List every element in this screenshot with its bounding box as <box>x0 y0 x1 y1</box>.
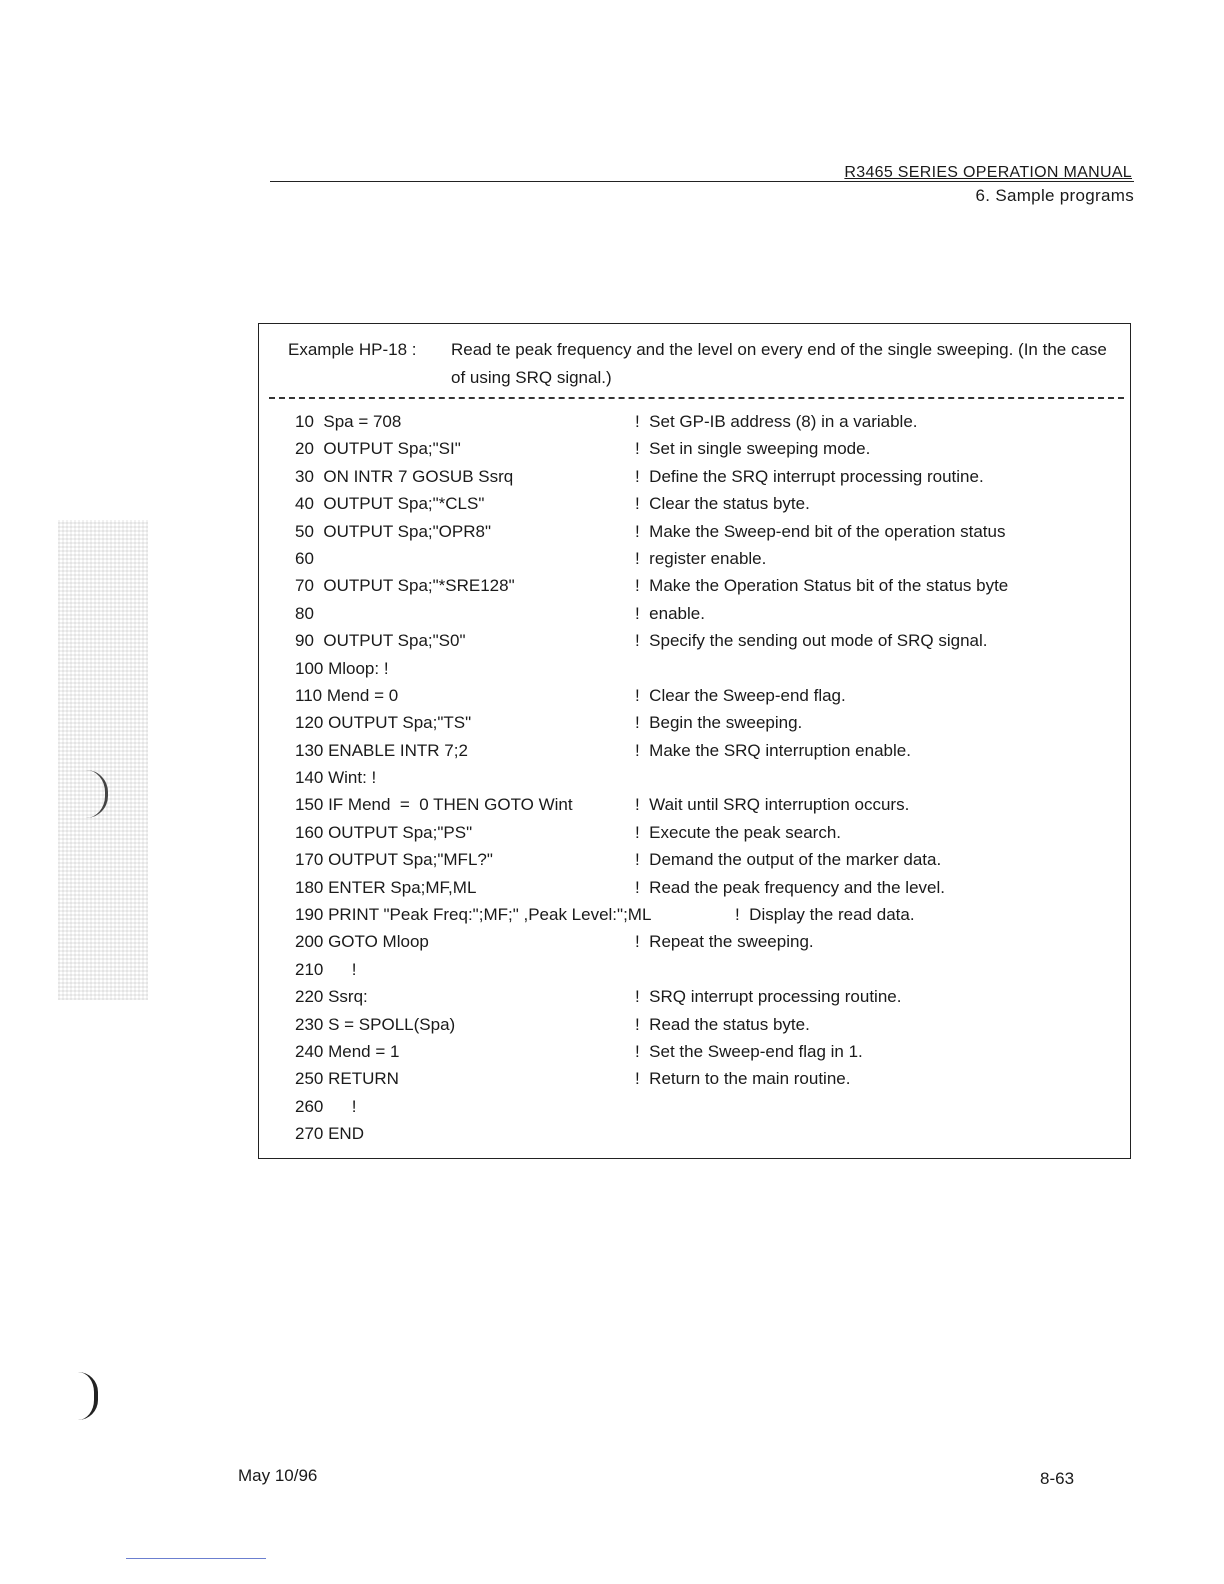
program-statement: 210 ! <box>295 959 357 979</box>
program-line <box>295 987 1095 1014</box>
program-comment: ! Repeat the sweeping. <box>635 932 814 952</box>
program-line <box>295 878 1095 905</box>
program-line <box>295 1124 1095 1151</box>
program-line <box>295 467 1095 494</box>
program-line <box>295 905 1095 932</box>
program-line <box>295 686 1095 713</box>
program-comment: ! Specify the sending out mode of SRQ signal. <box>635 631 988 651</box>
program-statement: 150 IF Mend = 0 THEN GOTO Wint <box>295 795 573 815</box>
program-comment: ! Begin the sweeping. <box>635 713 803 733</box>
program-comment: ! enable. <box>635 603 705 623</box>
program-statement: 180 ENTER Spa;MF,ML <box>295 877 477 897</box>
program-comment: ! Set GP-IB address (8) in a variable. <box>635 412 918 431</box>
footer-date: May 10/96 <box>238 1466 318 1485</box>
program-line <box>295 549 1095 576</box>
program-line <box>295 604 1095 631</box>
program-line <box>295 960 1095 987</box>
program-statement: 50 OUTPUT Spa;"OPR8" <box>295 521 491 541</box>
program-statement: 120 OUTPUT Spa;"TS" <box>295 713 472 733</box>
program-statement: 10 Spa = 708 <box>295 412 402 431</box>
program-comment: ! Set the Sweep-end flag in 1. <box>635 1041 863 1061</box>
bottom-rule <box>126 1558 266 1559</box>
program-statement: 190 PRINT "Peak Freq:";MF;" ,Peak Level:";ML <box>295 905 652 925</box>
program-line <box>295 1042 1095 1069</box>
program-comment: ! Set in single sweeping mode. <box>635 439 871 459</box>
program-statement: 30 ON INTR 7 GOSUB Ssrq <box>295 466 514 486</box>
program-line <box>295 631 1095 658</box>
program-line <box>295 659 1095 686</box>
program-statement: 140 Wint: ! <box>295 768 377 788</box>
scan-artifact <box>58 520 148 1000</box>
program-line <box>295 850 1095 877</box>
program-line <box>295 412 1095 439</box>
program-line <box>295 713 1095 740</box>
binder-hole-mark <box>78 1372 98 1420</box>
program-line <box>295 522 1095 549</box>
program-comment: ! Display the read data. <box>735 905 915 925</box>
program-statement: 260 ! <box>295 1096 357 1116</box>
program-statement: 60 <box>295 548 314 568</box>
program-line <box>295 823 1095 850</box>
program-comment: ! Return to the main routine. <box>635 1069 851 1089</box>
program-comment: ! Clear the Sweep-end flag. <box>635 685 846 705</box>
program-statement: 250 RETURN <box>295 1069 399 1089</box>
program-comment: ! Clear the status byte. <box>635 494 810 514</box>
program-line <box>295 1069 1095 1096</box>
example-label: Example HP-18 : <box>288 340 417 359</box>
program-line <box>295 795 1095 822</box>
program-comment: ! SRQ interrupt processing routine. <box>635 987 902 1007</box>
example-box <box>258 323 1131 1159</box>
program-statement: 230 S = SPOLL(Spa) <box>295 1014 456 1034</box>
program-statement: 240 Mend = 1 <box>295 1041 400 1061</box>
header-rule <box>270 181 1134 182</box>
section-title: 6. Sample programs <box>975 186 1134 205</box>
program-statement: 80 <box>295 603 314 623</box>
program-statement: 90 OUTPUT Spa;"S0" <box>295 631 466 651</box>
program-statement: 100 Mloop: ! <box>295 658 389 678</box>
example-description: Read te peak frequency and the level on every end of the single sweeping. (In the case of using SRQ signal.) <box>451 340 1107 387</box>
program-comment: ! Make the Sweep-end bit of the operation status <box>635 521 1006 541</box>
program-line <box>295 494 1095 521</box>
program-statement: 160 OUTPUT Spa;"PS" <box>295 822 473 842</box>
program-line <box>295 932 1095 959</box>
program-statement: 220 Ssrq: <box>295 987 368 1007</box>
program-comment: ! Demand the output of the marker data. <box>635 850 942 870</box>
program-comment: ! Execute the peak search. <box>635 822 842 842</box>
program-line <box>295 439 1095 466</box>
dashed-divider <box>269 397 1124 399</box>
program-comment: ! Make the Operation Status bit of the status byte <box>635 576 1009 596</box>
program-comment: ! Make the SRQ interruption enable. <box>635 740 911 760</box>
program-line <box>295 768 1095 795</box>
program-statement: 20 OUTPUT Spa;"SI" <box>295 439 461 459</box>
program-line <box>295 1097 1095 1124</box>
program-line <box>295 741 1095 768</box>
program-statement: 130 ENABLE INTR 7;2 <box>295 740 468 760</box>
program-statement: 110 Mend = 0 <box>295 685 399 705</box>
program-line <box>295 1015 1095 1042</box>
program-comment: ! Read the peak frequency and the level. <box>635 877 945 897</box>
program-comment: ! register enable. <box>635 548 767 568</box>
program-statement: 200 GOTO Mloop <box>295 932 429 952</box>
program-statement: 40 OUTPUT Spa;"*CLS" <box>295 494 485 514</box>
program-statement: 70 OUTPUT Spa;"*SRE128" <box>295 576 515 596</box>
manual-title: R3465 SERIES OPERATION MANUAL <box>844 164 1132 181</box>
program-comment: ! Read the status byte. <box>635 1014 810 1034</box>
page-number: 8-63 <box>1040 1469 1075 1488</box>
program-comment: ! Define the SRQ interrupt processing routine. <box>635 466 984 486</box>
program-statement: 270 END <box>295 1124 364 1144</box>
program-comment: ! Wait until SRQ interruption occurs. <box>635 795 910 815</box>
program-statement: 170 OUTPUT Spa;"MFL?" <box>295 850 493 870</box>
program-listing <box>295 412 1095 1152</box>
program-line <box>295 576 1095 603</box>
